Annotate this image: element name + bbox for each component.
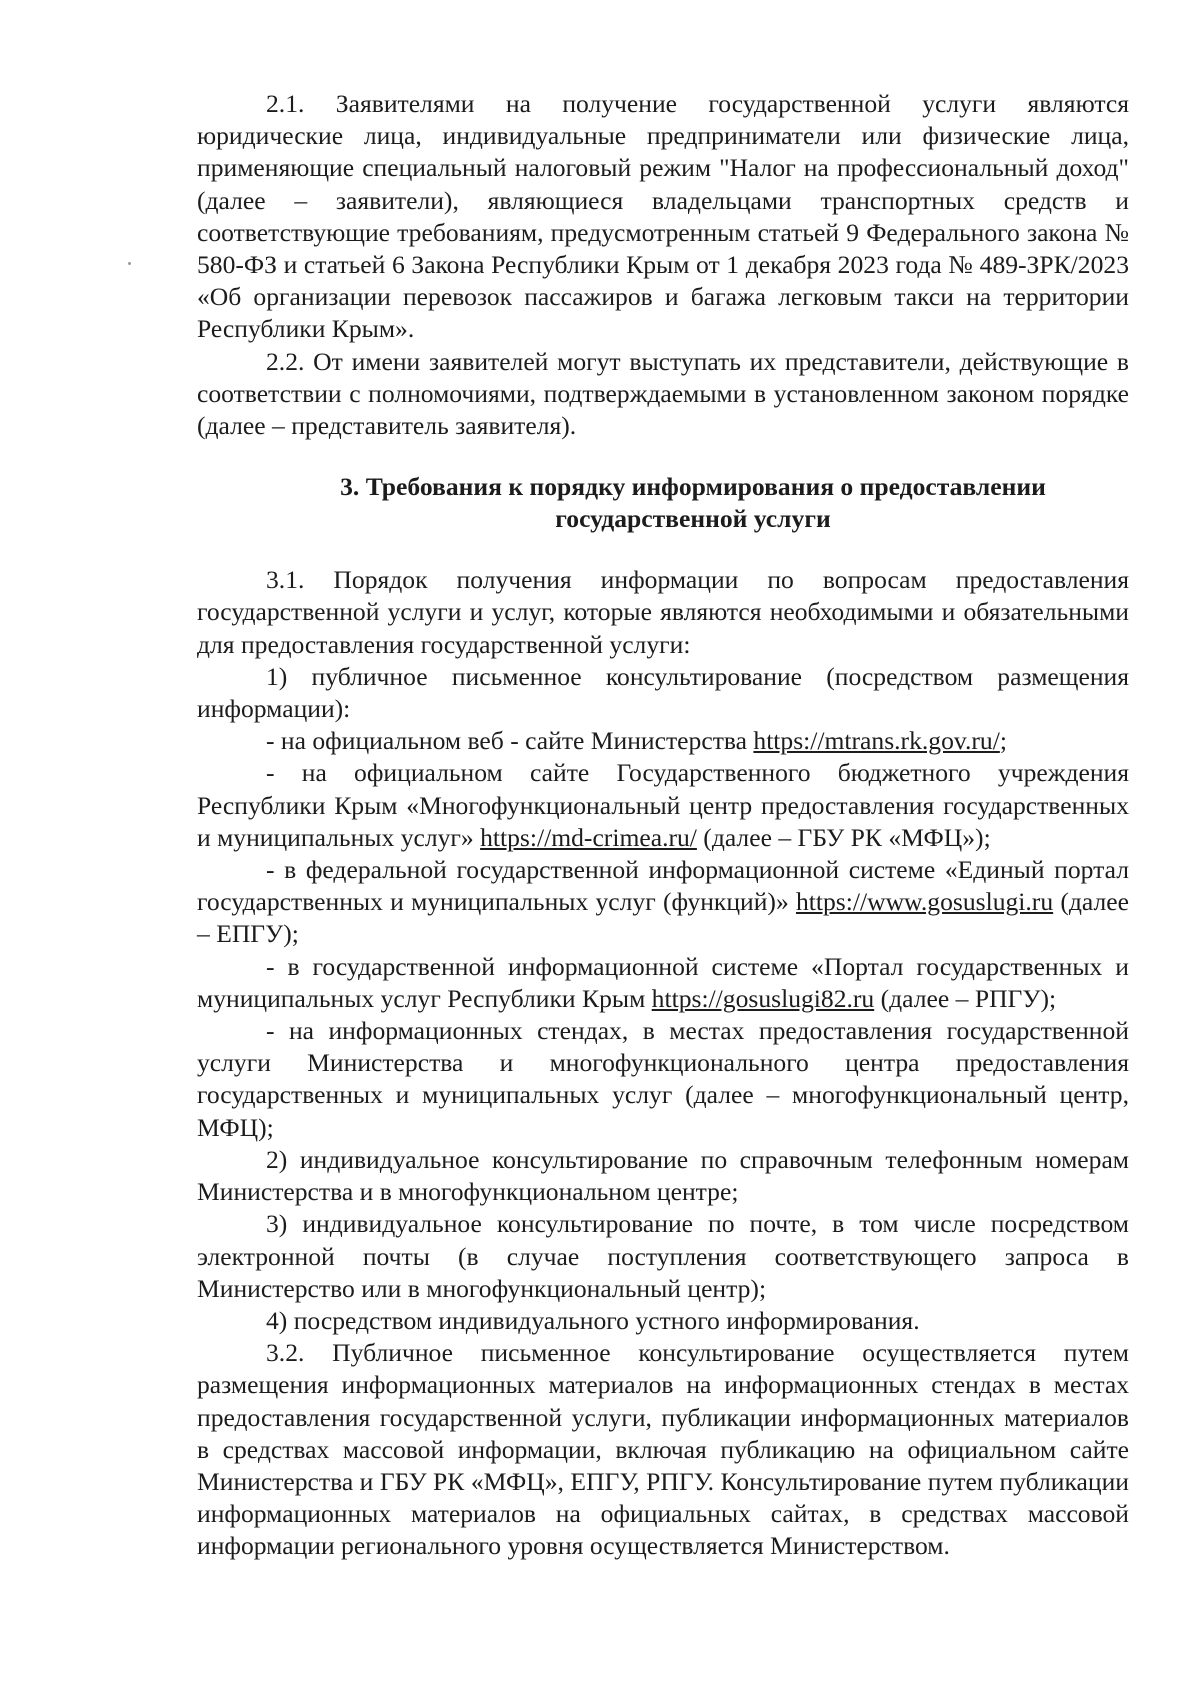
list-item-4: 4) посредством индивидуального устного информирования. (266, 1305, 920, 1335)
sub-item-text: - в федеральной государственной информационной системе «Единый портал государственных и муниципальных услуг (функций)» (197, 855, 1129, 917)
paragraph-3-2: 3.2. Публичное письменное консультирование осуществляется путем размещения информационных материалов на информационных стендах в местах предоставления государственной услуги, публикации информационных материалов в средствах массовой информации, включая публикацию на официальном сайте Министерства и ГБУ РК «МФЦ», ЕПГУ, РПГУ. Консультирование путем публикации информационных материалов на официальных сайтах, в средствах массовой информации регионального уровня осуществляется Министерством. (197, 1338, 1129, 1561)
gosuslugi82-link[interactable]: https://gosuslugi82.ru (651, 983, 875, 1013)
sub-item-info-stands: - на информационных стендах, в местах предоставления государственной услуги Министерства и многофункционального центра предоставления государственных и муниципальных услуг (далее – многофункциональный центр, МФЦ); (197, 1016, 1129, 1142)
sub-item-rpgu (197, 951, 1129, 1015)
sub-item-tail: (далее – ГБУ РК «МФЦ»); (696, 822, 991, 852)
mfc-site-link[interactable]: https://md-crimea.ru/ (480, 822, 697, 852)
sub-item-tail: (далее – ЕПГУ); (197, 887, 1129, 949)
list-item-1: 1) публичное письменное консультирование (посредством размещения информации): (197, 661, 1129, 724)
sub-item-text: - на официальном сайте Государственного бюджетного учреждения Республики Крым «Многофункциональный центр предоставления государственных и муниципальных услуг» (197, 758, 1129, 852)
paragraph-2-1: 2.1. Заявителями на получение государственной услуги являются юридические лица, индивидуальные предприниматели или физические лица, применяющие специальный налоговый режим "Налог на профессиональный доход" (далее – заявители), являющиеся владельцами транспортных средств и соответствующие требованиям, предусмотренным статьей 9 Федерального закона № 580-ФЗ и статьей 6 Закона Республики Крым от 1 декабря 2023 года № 489-ЗРК/2023 «Об организации перевозок пассажиров и багажа легковым такси на территории Республики Крым». (197, 89, 1129, 344)
list-item-3: 3) индивидуальное консультирование по почте, в том числе посредством электронной почты (в случае поступления соответствующего запроса в Министерство или в многофункциональный центр); (197, 1209, 1129, 1303)
sub-item-mfc-site (197, 757, 1129, 854)
sub-item-tail: (далее – РПГУ); (874, 983, 1057, 1013)
list-item-2: 2) индивидуальное консультирование по справочным телефонным номерам Министерства и в многофункциональном центре; (197, 1144, 1129, 1207)
document-body (197, 88, 1129, 1563)
section-3-heading (197, 471, 1129, 535)
sub-item-ministry-site (197, 725, 1129, 757)
heading-line-1: 3. Требования к порядку информирования о предоставлении (340, 472, 1046, 502)
paragraph-2-2: 2.2. От имени заявителей могут выступать их представители, действующие в соответствии с полномочиями, подтверждаемыми в установленном законом порядке (далее – представитель заявителя). (197, 346, 1129, 441)
ministry-site-link[interactable]: https://mtrans.rk.gov.ru/ (753, 726, 1000, 756)
sub-item-text: - на официальном веб - сайте Министерства (266, 726, 754, 756)
gosuslugi-link[interactable]: https://www.gosuslugi.ru (795, 887, 1054, 917)
paragraph-3-1: 3.1. Порядок получения информации по вопросам предоставления государственной услуги и услуг, которые являются необходимыми и обязательными для предоставления государственной услуги: (197, 565, 1129, 659)
heading-line-2: государственной услуги (555, 504, 831, 534)
sub-item-text: - в государственной информационной системе «Портал государственных и муниципальных услуг Республики Крым (197, 951, 1129, 1013)
scan-speck (128, 262, 131, 265)
sub-item-epgu (197, 854, 1129, 951)
sub-item-tail: ; (999, 726, 1007, 756)
